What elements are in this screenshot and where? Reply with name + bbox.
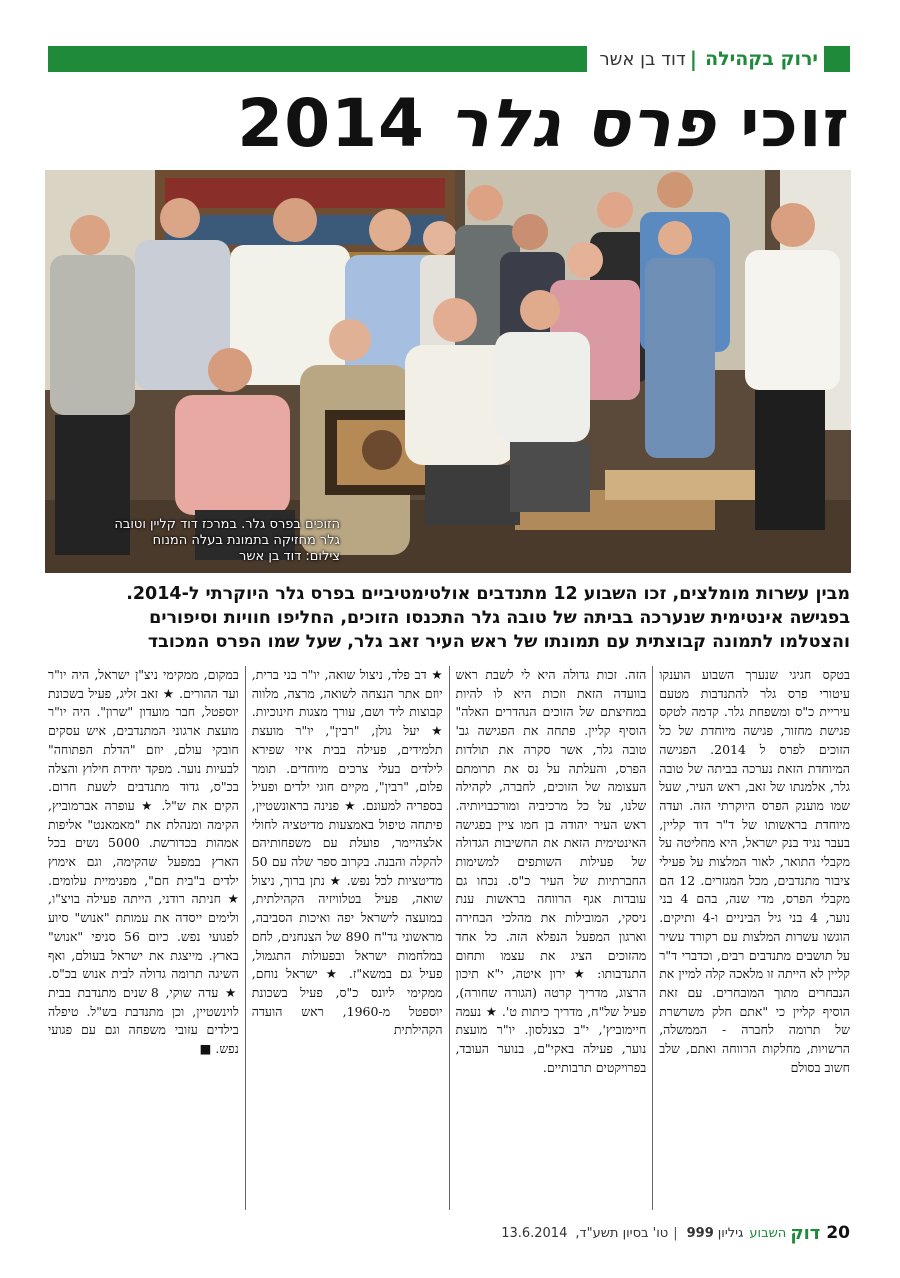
group-photo	[45, 170, 851, 573]
photo-caption	[55, 517, 340, 565]
issue-number: 999	[686, 1225, 714, 1241]
caption-line: הזוכים בפרס גלר. במרכז דוד קליין וטובה	[114, 517, 340, 532]
title-prize-name: פרס גלר	[448, 85, 717, 162]
body-text: ★ דב פלד, ניצול שואה, יו"ר בני ברית, יוזם אתר הנצחה לשואה, מרצה, מלווה קבוצות ליד ושם, עורך מצגות חינוכיות. ★ יעל גולן, "רבין", יו"ר מועצת תלמידים, פעילה בבית איזי שפירא לילדים בעלי צרכים מיוחדים. תומר פלום, "רבין", מקיים חוגי ילדים ופעיל בספריה למעונם. ★ פנינה בראונשטיין, פיתחה טיפול באמצעות מדיטציה לחולי אלצהיימר, פועלת עם משפחותיהם להקלה והבנה. בקרוב ספר שלה עם 50 מדיטציות לכל נפש. ★ נתן ברוך, ניצול שואה, פעיל בטלוויזיה הקהילתית, במועצה לישראל יפה ואיכות הסביבה, מראשוני גד"ח 890 של הצנחנים, לחם במלחמות ישראל ובפעולות התגמול, פעיל גם במשא"ז. ★ ישראל נוחם, ממקימי ליונס כ"ס, פעיל בשכונת יוספטל מ-1960, ראש הועדה הקהילתית	[251, 667, 443, 1038]
article-title	[48, 86, 850, 162]
header-square-mark	[824, 46, 850, 72]
footer-separator: |	[673, 1225, 678, 1241]
hebrew-date: טו' בסיון תשע"ד,	[575, 1225, 669, 1241]
body-column-2	[455, 666, 646, 1210]
publication-logo: דוק	[790, 1222, 821, 1244]
column-divider	[443, 666, 456, 1210]
title-year: 2014	[237, 85, 425, 162]
title-word-winners: זוכי	[740, 85, 850, 162]
column-divider	[646, 666, 659, 1210]
body-text: במקום, ממקימי ניצ"ן ישראל, היה יו"ר ועד ההורים. ★ זאב זליג, פעיל בשכונת יוספטל, חבר מועדון "שרון". היה יו"ר מועצת ארגוני המתנדבים, איש עסקים חובקי עולם, יוזם "הדלת הפתוחה" לבעיות נוער. מפקד יחידת חילוץ והצלה בכ"ס, גדוד מתנדבים לשעת חרום. הקים את ש"ל. ★ עופרה אברמוביץ, הקימה ומנהלת את "מאמאנט" אליפות אמהות בכדורשת. 5000 נשים בכל הארץ במפעל שהקימה, וגם אימוץ ילדים ב"בית חם", מפנימיית עלומים. ★ חניתה רודני, הייתה פעילה בויצ"ו, ולימים ייסדה את עמותת "אנוש" סיוע לפגועי נפש. כיום 56 סניפי "אנוש" בארץ. מייצגת את ישראל בעולם, ואף השיגה תרומה גדולה לבית אנוש בכ"ס. ★ עדה שוקי, 8 שנים מתנדבת בבית לוינשטיין, וכן מתנדבת בש"ל. טיפלה בילדים עזובי משפחה וגם עם פגועי נפש. ■	[47, 667, 239, 1057]
photo-credit: צילום: דוד בן אשר	[239, 549, 340, 564]
group-photo-illustration	[45, 170, 851, 573]
body-text: בטקס חגיגי שנערך השבוע הוענקו עיטורי פרס גלר להתנדבות מטעם עיריית כ"ס ומשפחת גלר. קדמה לטקס פגישת מחזור, פגישה מיוחדת של כל הזוכים לפרס ל 2014. הפגישה המיוחדת הזאת נערכה בביתה של טובה גלר, אלמנתו של זאב, ראש העיר, שעל שמו מוענק הפרס היוקרתי הזה. ועדה מיוחדת בראשותו של ד"ר דוד קליין, בעבר נגיד בנק ישראל, היא מחליטה על מקבלי התואר, לאור המלצות על פעילי ציבור מתנדבים, מכל המגזרים. 12 הם מקבלי הפרס, מדי שנה, בהם 4 בני נוער, 4 בני גיל הביניים ו-4 ותיקים. הוגשו עשרות המלצות עם רקורד עשיר על תושבים מתנדבים רבים, וכדברי ד"ר קליין לא הייתה זו מלאכה קלה למיין את הנבחרים מתוך המובחרים. עם זאת הוסיף קליין כי "אתם חלק משרשרת של תרומה לחברה - הממשלה, הרשויות, מחלקות הרווחה ואתם, שלב חשוב בסולם	[659, 667, 850, 1075]
body-text: הזה. זכות גדולה היא לי לשבת ראש בוועדה הזאת וזכות היא לו להיות במחיצתם של הזוכים הנהדרים האלה" הוסיף קליין. פתחה את הפגישה גב' טובה גלר, אשר סקרה את תולדות הפרס, והעלתה על נס את תרומתם העצומה של הזוכים, לחברה, לקהילה שלנו, על כל מרכיביה ומורכבויותיה. ראש העיר יהודה בן חמו ציין בפגישה האינטימית הזאת את החשיבות הגדולה של פעילות השותפים למשימות החברתיות של העיר כ"ס. נכחו גם עובדות אגף הרווחה בראשות ענת ניסקי, המובילות את מהלכי הבחירה וארגון המפעל הנפלא הזה. כל אחד מהזוכים הציג את עצמו ותחום התנדבותו: ★ ירון איטה, י"א תיכון הרצוג, מדריך קרטה (הגורה שחורה), פעיל של"ח, מדריך כיתות ט'. ★ נעמה חיימוביץ', י"ב כצנלסון. יו"ר מועצת נוער, פעילה באקי"ם, בנוער העובד, בפרויקטים תרבותיים.	[455, 667, 647, 1075]
header-green-bar	[48, 46, 587, 72]
body-column-3	[252, 666, 443, 1210]
lead-line: בפגישה אינטימית שנערכה בביתה של טובה גלר התכנסו הזוכים, החליפו חוויות וסיפורים	[149, 608, 850, 628]
author-name: דוד בן אשר	[599, 48, 686, 70]
publication-logo-sub: השבוע	[749, 1225, 787, 1241]
column-divider	[239, 666, 252, 1210]
lead-line: והצטלמו לתמונה קבוצתית עם תמונתו של ראש העיר זאב גלר, שעל שמו הפרס המכובד	[147, 632, 850, 652]
section-header	[48, 46, 850, 72]
article-body	[48, 666, 850, 1210]
header-separator: |	[689, 47, 698, 71]
caption-line: גלר מחזיקה בתמונת בעלה המנוח	[152, 533, 340, 548]
lead-line: מבין עשרות מומלצים, זכו השבוע 12 מתנדבים אולטימטיביים בפרס גלר היוקרתי ל-2014.	[126, 584, 850, 604]
page-number: 20	[826, 1223, 850, 1243]
article-lead	[48, 582, 850, 654]
issue-label: גיליון	[717, 1225, 744, 1241]
body-column-4	[48, 666, 239, 1210]
body-column-1	[659, 666, 850, 1210]
issue-date: 13.6.2014	[501, 1225, 568, 1241]
section-name: ירוק בקהילה	[705, 48, 818, 70]
page-footer	[48, 1222, 850, 1244]
